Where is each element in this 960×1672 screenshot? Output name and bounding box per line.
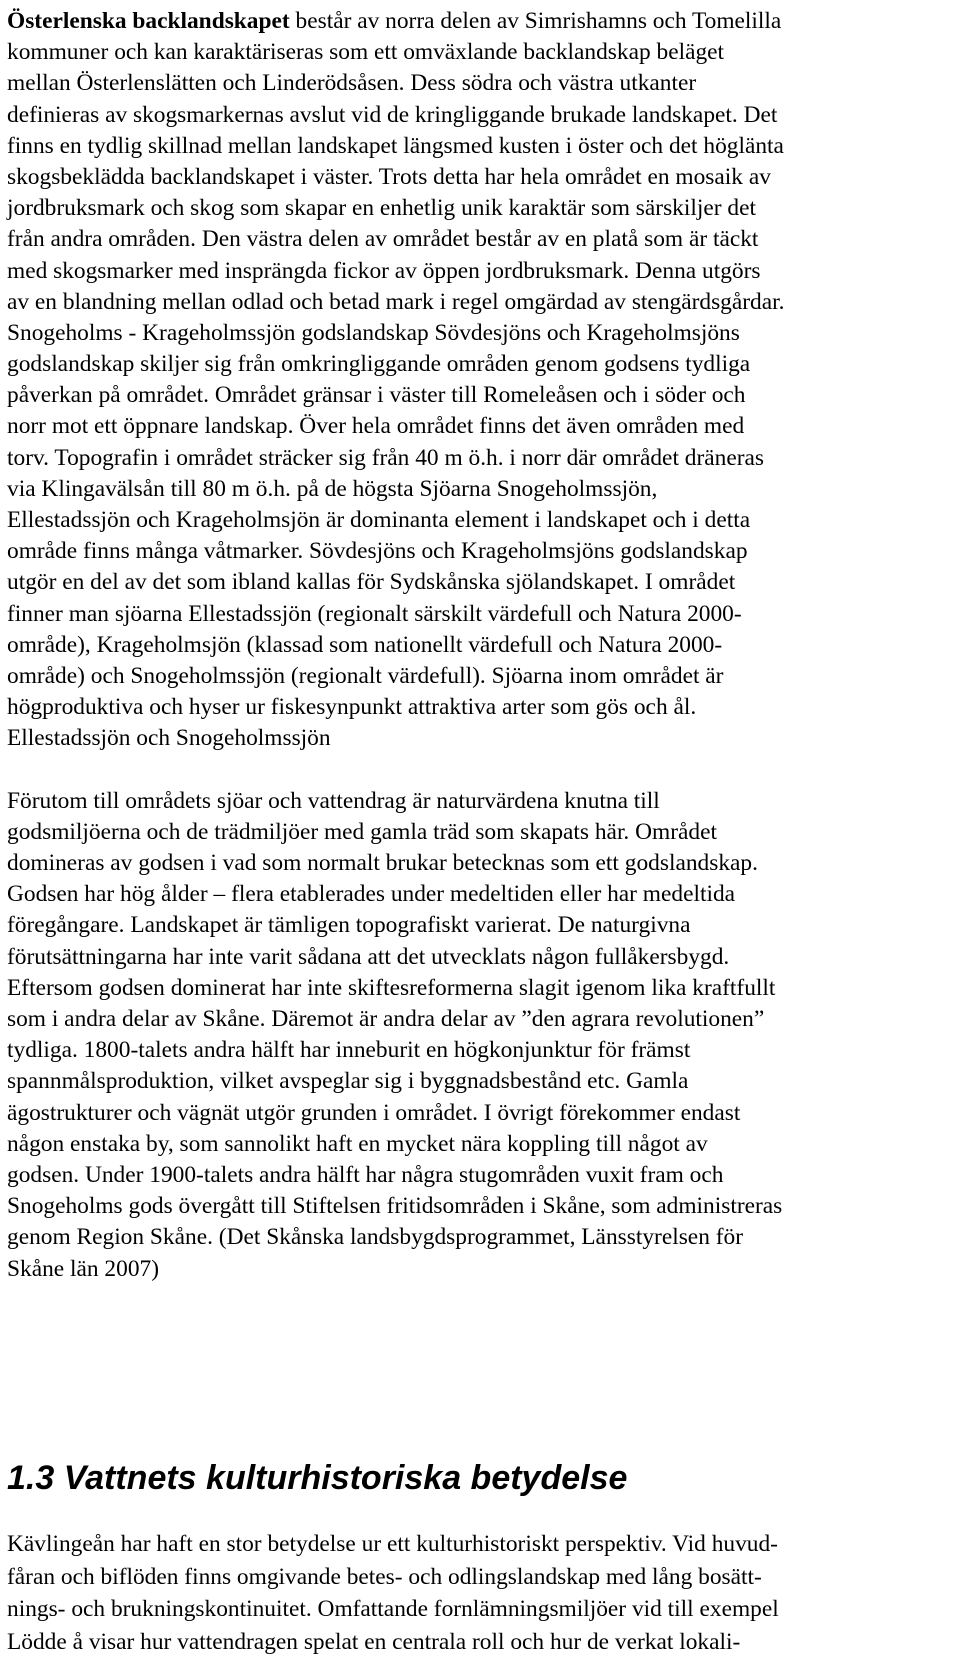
paragraph-line: Ellestadssjön och Snogeholmssjön [7,725,331,752]
paragraph-line: som i andra delar av Skåne. Däremot är andra delar av ”den agrara revolutionen” [7,1006,765,1032]
paragraph-line: område finns många våtmarker. Sövdesjöns och Krageholmsjöns godslandskap [7,538,748,565]
paragraph-line: Lödde å visar hur vattendragen spelat en centrala roll och hur de verkat lokali- [7,1628,741,1655]
paragraph-line: spannmålsproduktion, vilket avspeglar sig i byggnadsbestånd etc. Gamla [7,1068,689,1095]
paragraph-line: Kävlingeån har haft en stor betydelse ur ett kulturhistoriskt perspektiv. Vid huvud- [7,1531,778,1557]
document-body [7,6,947,1285]
paragraph-line: Förutom till områdets sjöar och vattendrag är naturvärdena knutna till [7,787,660,814]
lead-line-text: består av norra delen av Simrishamns och Tomelilla [289,8,782,34]
paragraph-line: Snogeholms - Krageholmssjön godslandskap Sövdesjöns och Krageholmsjöns [7,319,740,346]
paragraph-line: område), Krageholmsjön (klassad som nationellt värdefull och Natura 2000- [7,631,723,658]
paragraph-line: högproduktiva och hyser ur fiskesynpunkt attraktiva arter som gös och ål. [7,694,697,721]
paragraph-line: godsen. Under 1900-talets andra hälft har några stugområden vuxit fram och [7,1161,724,1188]
paragraph-vattnets-betydelse [7,1528,947,1658]
paragraph-line: Eftersom godsen dominerat har inte skiftesreformerna slagit igenom lika kraftfullt [7,974,776,1001]
paragraph-line: Godsen har hög ålder – flera etablerades under medeltiden eller har medeltida [7,881,736,908]
paragraph-spacer [7,755,947,786]
paragraph-line: finner man sjöarna Ellestadssjön (regionalt särskilt värdefull och Natura 2000- [7,600,742,627]
paragraph-line: godsmiljöerna och de trädmiljöer med gamla träd som skapats här. Området [7,818,717,845]
paragraph-line: område) och Snogeholmssjön (regionalt värdefull). Sjöarna inom området är [7,662,724,689]
paragraph-line: kommuner och kan karaktäriseras som ett omväxlande backlandskap beläget [7,39,725,66]
paragraph-line: föregångare. Landskapet är tämligen topografiskt varierat. De naturgivna [7,912,691,939]
paragraph-line: nings- och brukningskontinuitet. Omfattande fornlämningsmiljöer vid till exempel [7,1596,779,1622]
paragraph-line: ägostrukturer och vägnät utgör grunden i området. I övrigt förekommer endast [7,1099,741,1126]
paragraph-line: torv. Topografin i området sträcker sig från 40 m ö.h. i norr där området dräneras [7,444,765,471]
bold-lead-term: Österlenska backlandskapet [7,8,290,34]
paragraph-line: utgör en del av det som ibland kallas för Sydskånska sjölandskapet. I området [7,569,736,596]
paragraph-line: från andra områden. Den västra delen av området består av en platå som är täckt [7,226,759,253]
paragraph-line: domineras av godsen i vad som normalt brukar betecknas som ett godslandskap. [7,850,758,877]
paragraph-line: via Klingavälsån till 80 m ö.h. på de högsta Sjöarna Snogeholmssjön, [7,475,658,502]
paragraph-line [7,6,947,37]
paragraph-osterlenska-backlandskapet [7,6,947,755]
paragraph-line: påverkan på området. Området gränsar i väster till Romeleåsen och i söder och [7,382,746,409]
paragraph-line: Skåne län 2007) [7,1255,160,1282]
paragraph-line: Ellestadssjön och Krageholmsjön är dominanta element i landskapet och i detta [7,507,751,533]
paragraph-line: skogsbeklädda backlandskapet i väster. Trots detta har hela området en mosaik av [7,163,771,190]
paragraph-line: Snogeholms gods övergått till Stiftelsen fritidsområden i Skåne, som administreras [7,1193,783,1220]
paragraph-line: förutsättningarna har inte varit sådana att det utvecklats någon fullåkersbygd. [7,943,730,970]
section-heading: 1.3 Vattnets kulturhistoriska betydelse [7,1459,628,1497]
paragraph-line: finns en tydlig skillnad mellan landskapet längsmed kusten i öster och det höglänta [7,132,784,159]
paragraph-naturvarden [7,786,947,1285]
paragraph-line: någon enstaka by, som sannolikt haft en mycket nära koppling till något av [7,1130,708,1157]
paragraph-line: godslandskap skiljer sig från omkringliggande områden genom godsens tydliga [7,351,751,378]
paragraph-line: tydliga. 1800-talets andra hälft har inneburit en högkonjunktur för främst [7,1037,691,1064]
paragraph-line: med skogsmarker med insprängda fickor av öppen jordbruksmark. Denna utgörs [7,257,761,284]
paragraph-line: norr mot ett öppnare landskap. Över hela området finns det även områden med [7,413,745,440]
paragraph-line: genom Region Skåne. (Det Skånska landsbygdsprogrammet, Länsstyrelsen för [7,1224,744,1251]
paragraph-line: av en blandning mellan odlad och betad mark i regel omgärdad av stengärdsgårdar. [7,288,785,315]
paragraph-line: definieras av skogsmarkernas avslut vid de kringliggande brukade landskapet. Det [7,101,778,128]
paragraph-line: mellan Österlenslätten och Linderödsåsen. Dess södra och västra utkanter [7,70,697,97]
paragraph-line: fåran och biflöden finns omgivande betes- och odlingslandskap med lång bosätt- [7,1563,762,1590]
paragraph-line: jordbruksmark och skog som skapar en enhetlig unik karaktär som särskiljer det [7,195,756,222]
